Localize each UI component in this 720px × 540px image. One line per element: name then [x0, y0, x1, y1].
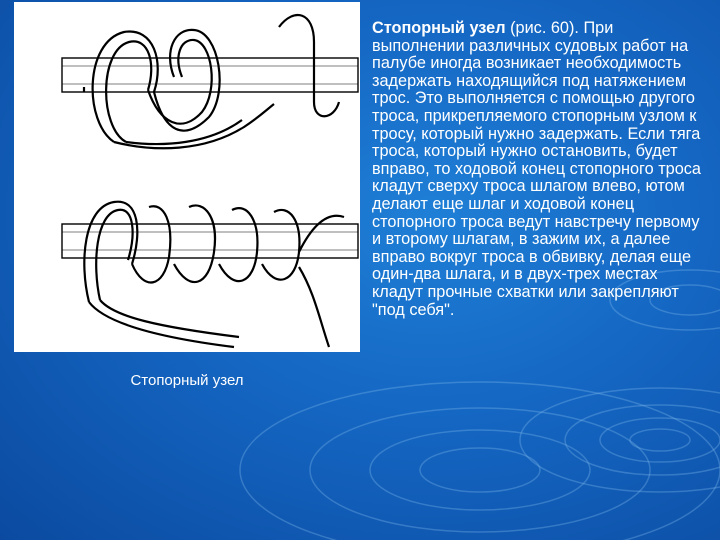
figure-caption: Стопорный узел	[130, 372, 244, 389]
knot-figure	[14, 2, 360, 352]
heading-term: Стопорный узел	[372, 19, 506, 37]
description-text: (рис. 60). При выполнении различных судовых работ на палубе иногда возникает необходимость задержать находящийся под натяжением трос. Это выполняется с помощью другого троса, прикрепляемого стопорным узлом к тросу, который нужно задержать. Если тяга троса, который нужно остановить, будет вправо, то ходовой конец стопорного троса кладут сверху троса шлагом влево, ютом делают еще шлаг и ходовой конец стопорного троса ведут навстречу первому и второму шлагам, в зажим их, а далее вправо вокруг троса в обвивку, делая еще один-два шлага, и в двух-трех местах кладут прочные схватки или закрепляют "под себя".	[372, 19, 701, 319]
knot-illustration	[14, 2, 360, 352]
description-paragraph	[372, 20, 704, 319]
